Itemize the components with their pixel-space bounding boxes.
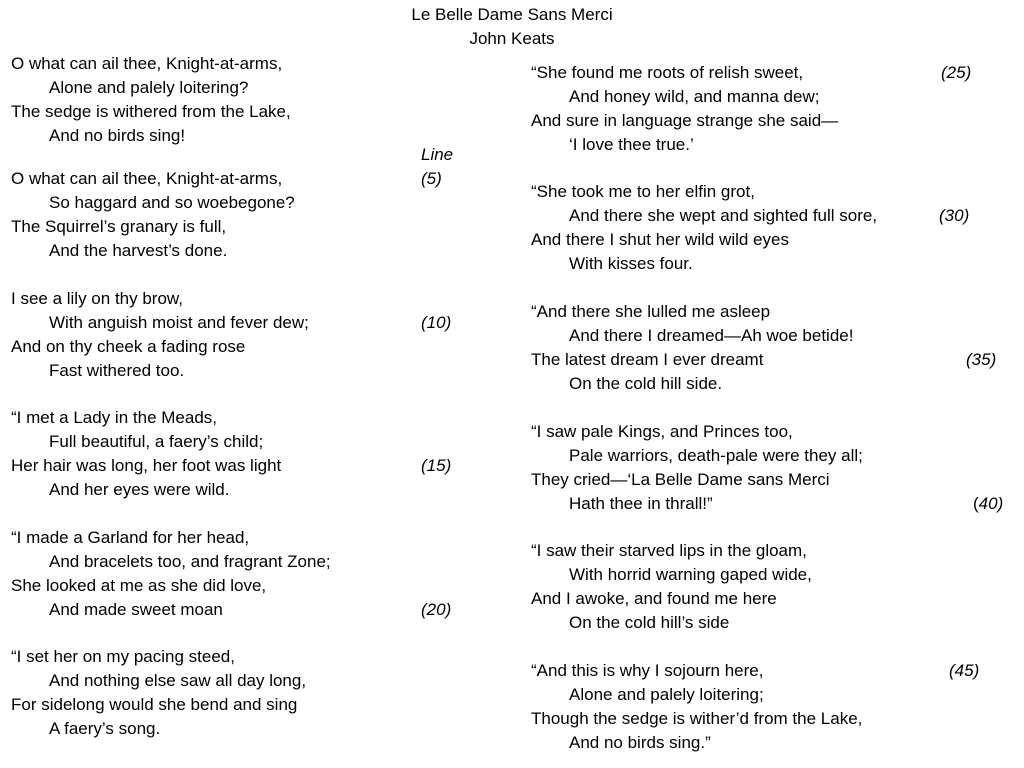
poem-line: And there I dreamed—Ah woe betide! — [569, 326, 854, 345]
line-number: (35) — [966, 350, 997, 369]
poem-line: O what can ail thee, Knight-at-arms, — [11, 54, 283, 73]
poem-line: And no birds sing.” — [569, 733, 711, 752]
poem-line: The Squirrel’s granary is full, — [11, 217, 227, 236]
poem-author: John Keats — [469, 29, 555, 48]
poem-line: So haggard and so woebegone? — [49, 193, 295, 212]
poem-line: “I saw their starved lips in the gloam, — [531, 541, 807, 560]
poem-line: “I made a Garland for her head, — [11, 528, 250, 547]
line-number: (5) — [421, 169, 442, 188]
poem-line: With kisses four. — [569, 254, 693, 273]
poem-title: Le Belle Dame Sans Merci — [411, 5, 613, 24]
line-number: (45) — [949, 661, 980, 680]
line-number-value: 40) — [978, 494, 1004, 513]
poem-line: A faery’s song. — [49, 719, 161, 738]
poem-line: And there she wept and sighted full sore, — [569, 206, 878, 225]
poem-line: O what can ail thee, Knight-at-arms, — [11, 169, 283, 188]
poem-line: And her eyes were wild. — [49, 480, 230, 499]
poem-line: And sure in language strange she said— — [531, 111, 839, 130]
poem-line: “I saw pale Kings, and Princes too, — [531, 422, 793, 441]
poem-line: And made sweet moan — [49, 600, 223, 619]
poem-line: And no birds sing! — [49, 126, 186, 145]
poem-line: And I awoke, and found me here — [531, 589, 777, 608]
line-number: (25) — [941, 63, 972, 82]
poem-line: Hath thee in thrall!” — [569, 494, 713, 513]
line-number-paren: ( — [973, 494, 979, 513]
poem-line: And the harvest’s done. — [49, 241, 228, 260]
poem-line: “I set her on my pacing steed, — [11, 647, 235, 666]
poem-line: “I met a Lady in the Meads, — [11, 408, 217, 427]
poem-line: Though the sedge is wither’d from the Lake, — [531, 709, 863, 728]
line-number: (20) — [421, 600, 452, 619]
poem-line: They cried—‘La Belle Dame sans Merci — [531, 470, 830, 489]
poem-line: Fast withered too. — [49, 361, 185, 380]
poem-line: And honey wild, and manna dew; — [569, 87, 820, 106]
poem-line: And on thy cheek a fading rose — [11, 337, 246, 356]
poem-line: Pale warriors, death-pale were they all; — [569, 446, 863, 465]
poem-line: Full beautiful, a faery’s child; — [49, 432, 264, 451]
poem-line: On the cold hill’s side — [569, 613, 730, 632]
poem-line: Alone and palely loitering? — [49, 78, 249, 97]
poem-line: “She found me roots of relish sweet, — [531, 63, 804, 82]
poem-line: Alone and palely loitering; — [569, 685, 764, 704]
poem-line: ‘I love thee true.’ — [569, 135, 694, 154]
line-number: (10) — [421, 313, 452, 332]
poem-line: The sedge is withered from the Lake, — [11, 102, 291, 121]
line-number: (15) — [421, 456, 452, 475]
poem-line: On the cold hill side. — [569, 374, 723, 393]
poem-line: She looked at me as she did love, — [11, 576, 267, 595]
poem-header — [0, 3, 1024, 51]
poem-line: Her hair was long, her foot was light — [11, 456, 282, 475]
poem-line: And there I shut her wild wild eyes — [531, 230, 789, 249]
poem-line: “She took me to her elfin grot, — [531, 182, 755, 201]
line-number — [973, 492, 1003, 516]
poem-line: With anguish moist and fever dew; — [49, 313, 309, 332]
poem-line: The latest dream I ever dreamt — [531, 350, 764, 369]
line-number: (30) — [939, 206, 970, 225]
poem-line: “And there she lulled me asleep — [531, 302, 771, 321]
poem-line: “And this is why I sojourn here, — [531, 661, 764, 680]
poem-line: And bracelets too, and fragrant Zone; — [49, 552, 331, 571]
poem-line: For sidelong would she bend and sing — [11, 695, 298, 714]
line-label: Line — [421, 145, 454, 164]
poem-line: I see a lily on thy brow, — [11, 289, 183, 308]
poem-line: With horrid warning gaped wide, — [569, 565, 812, 584]
poem-line: And nothing else saw all day long, — [49, 671, 307, 690]
